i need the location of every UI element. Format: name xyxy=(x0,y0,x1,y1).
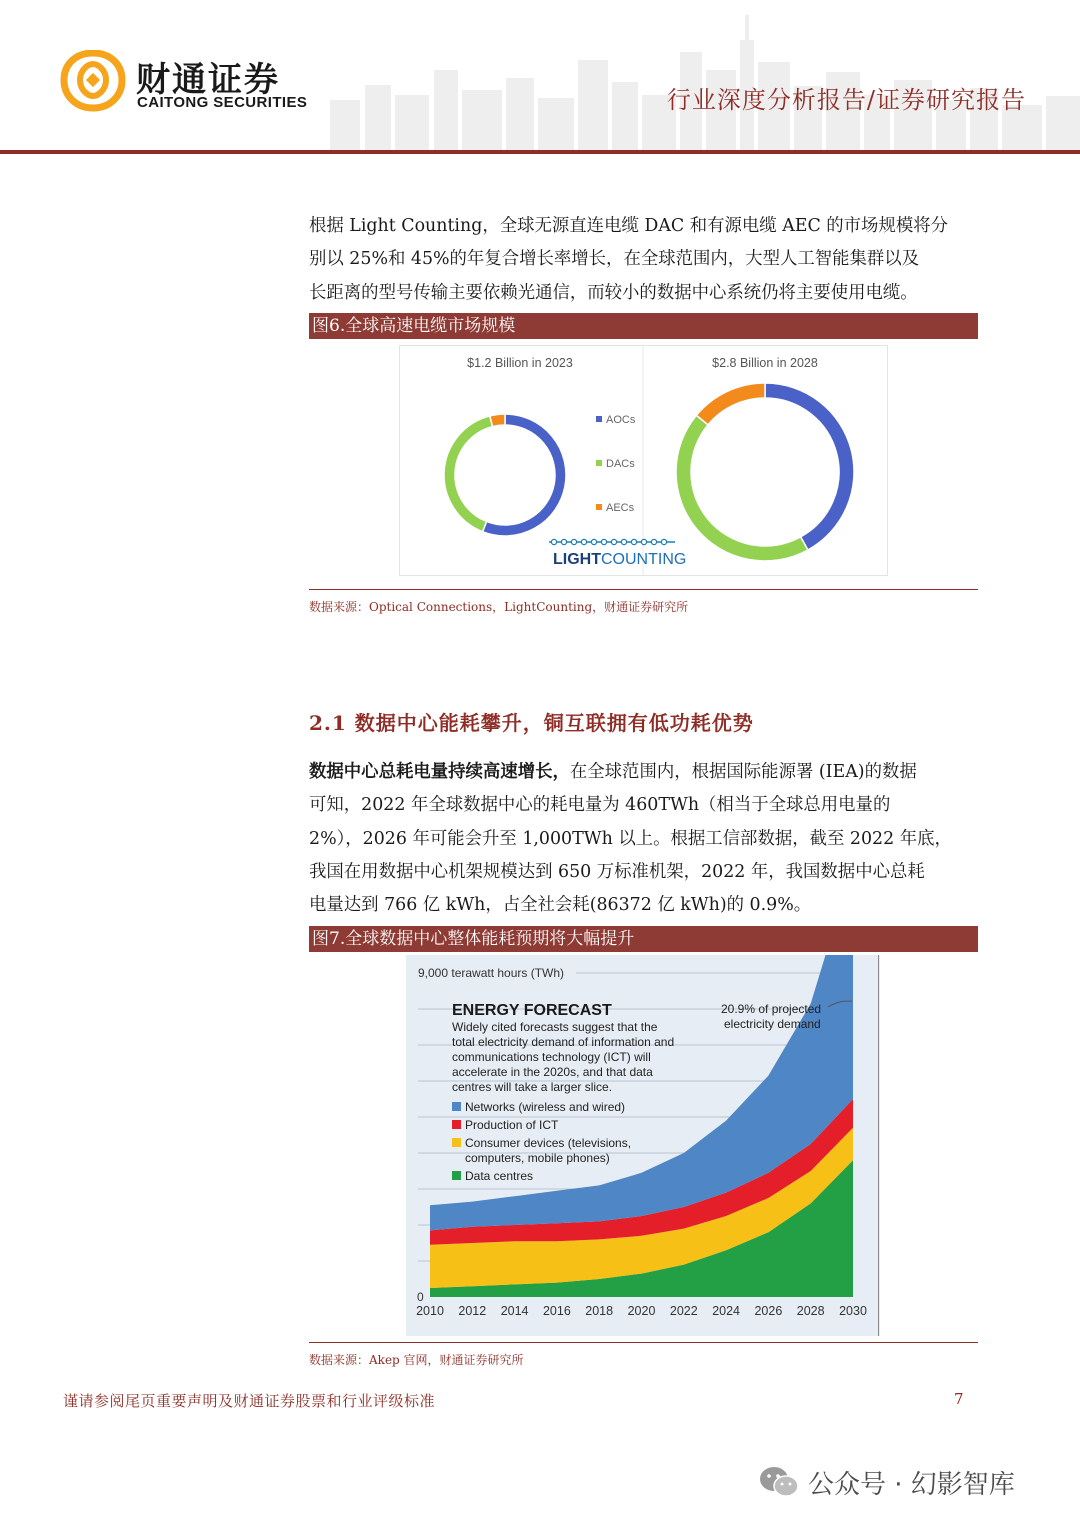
x-tick-label: 2026 xyxy=(754,1304,783,1318)
lead-bold-text: 数据中心总耗电量持续高速增长， xyxy=(309,762,570,782)
text-line: 我国在用数据中心机架规模达到 650 万标准机架，2022 年，我国数据中心总耗 xyxy=(309,861,925,882)
source-divider xyxy=(309,1342,978,1343)
header-divider xyxy=(0,150,1080,154)
legend-swatch-datacentres xyxy=(452,1171,461,1180)
logo-text-rest: COUNTING xyxy=(601,551,687,568)
section-title: 2.1 数据中心能耗攀升，铜互联拥有低功耗优势 xyxy=(309,711,754,735)
y-tick-zero: 0 xyxy=(417,1290,424,1304)
x-tick-label: 2024 xyxy=(712,1304,741,1318)
annotation-line: electricity demand xyxy=(724,1017,821,1031)
figure-7-source: 数据来源：Akep 官网，财通证券研究所 xyxy=(309,1353,524,1367)
chart-title: ENERGY FORECAST xyxy=(452,1002,612,1019)
legend-swatch-dacs xyxy=(596,460,602,466)
legend-swatch-aocs xyxy=(596,416,602,422)
subtitle-line: total electricity demand of information and xyxy=(452,1035,675,1049)
donut-1-title: $1.2 Billion in 2023 xyxy=(467,356,573,370)
figure-7-caption: 图7.全球数据中心整体能耗预期将大幅提升 xyxy=(309,926,978,952)
subtitle-line: centres will take a larger slice. xyxy=(452,1080,613,1094)
legend-label-aecs: AECs xyxy=(606,502,635,514)
legend-label-dacs: DACs xyxy=(606,458,635,470)
subtitle-line: Widely cited forecasts suggest that the xyxy=(452,1020,658,1034)
text-line: 电量达到 766 亿 kWh，占全社会耗(86372 亿 kWh)的 0.9%。 xyxy=(309,895,812,916)
legend-swatch-aecs xyxy=(596,504,602,510)
y-axis-label: 9,000 terawatt hours (TWh) xyxy=(418,966,565,980)
legend-swatch-networks xyxy=(452,1102,461,1111)
figure-7-energy-forecast-chart xyxy=(406,955,880,1336)
legend-label-datacentres: Data centres xyxy=(465,1169,534,1183)
legend-swatch-production xyxy=(452,1120,461,1129)
x-tick-label: 2016 xyxy=(542,1304,571,1318)
page-number: 7 xyxy=(954,1390,964,1408)
x-tick-label: 2010 xyxy=(416,1304,444,1318)
chart-x-ticks xyxy=(416,1304,867,1318)
x-tick-label: 2020 xyxy=(627,1304,656,1318)
brand-name-cn: 财通证券 xyxy=(136,60,280,100)
body-paragraph-2 xyxy=(309,756,979,922)
logo-text-bold: LIGHT xyxy=(553,551,601,568)
text-line xyxy=(309,756,979,789)
text-line: 可知，2022 年全球数据中心的耗电量为 460TWh（相当于全球总用电量的 xyxy=(309,795,891,816)
brand-name-en: CAITONG SECURITIES xyxy=(137,94,308,111)
source-divider xyxy=(309,589,978,590)
donut-slice-aecs xyxy=(490,414,505,427)
page-header xyxy=(0,0,1080,156)
legend-label-production: Production of ICT xyxy=(465,1118,559,1132)
x-tick-label: 2014 xyxy=(500,1304,529,1318)
watermark-text: 公众号 · 幻影智库 xyxy=(808,1470,1015,1500)
x-tick-label: 2030 xyxy=(839,1304,867,1318)
legend-swatch-consumer xyxy=(452,1138,461,1147)
donut-2-title: $2.8 Billion in 2028 xyxy=(712,356,818,370)
x-tick-label: 2022 xyxy=(669,1304,698,1318)
wechat-icon xyxy=(758,1464,800,1500)
subtitle-line: accelerate in the 2020s, and that data xyxy=(452,1065,653,1079)
subtitle-line: communications technology (ICT) will xyxy=(452,1050,651,1064)
x-tick-label: 2012 xyxy=(458,1304,487,1318)
legend-label-consumer-cont: computers, mobile phones) xyxy=(465,1151,610,1165)
text-line: 根据 Light Counting，全球无源直连电缆 DAC 和有源电缆 AEC 的市场规模将分 xyxy=(309,216,949,236)
figure-6-caption: 图6.全球高速电缆市场规模 xyxy=(309,313,978,339)
lead-rest-text: 在全球范围内，根据国际能源署 (IEA)的数据 xyxy=(569,762,917,782)
footer-disclaimer: 谨请参阅尾页重要声明及财通证券股票和行业评级标准 xyxy=(63,1392,436,1410)
text-line: 别以 25%和 45%的年复合增长率增长，在全球范围内，大型人工智能集群以及 xyxy=(309,249,920,270)
legend-label-networks: Networks (wireless and wired) xyxy=(465,1100,626,1114)
x-tick-label: 2028 xyxy=(796,1304,825,1318)
caitong-logo-icon xyxy=(60,50,126,112)
text-line: 2%），2026 年可能会升至 1,000TWh 以上。根据工信部数据，截至 2022 年底， xyxy=(309,828,952,849)
text-line: 长距离的型号传输主要依赖光通信，而较小的数据中心系统仍将主要使用电缆。 xyxy=(309,282,918,303)
figure-6-donut-charts xyxy=(399,345,888,576)
report-type-label: 行业深度分析报告/证券研究报告 xyxy=(666,86,1026,114)
legend-label-aocs: AOCs xyxy=(606,414,636,426)
logo-text-light xyxy=(553,551,686,568)
figure-6-source: 数据来源：Optical Connections，LightCounting，财通证券研究所 xyxy=(309,600,689,614)
legend-label-consumer: Consumer devices (televisions, xyxy=(465,1136,632,1150)
x-tick-label: 2018 xyxy=(585,1304,614,1318)
annotation-line: 20.9% of projected xyxy=(721,1002,822,1016)
body-paragraph-1 xyxy=(309,210,979,310)
